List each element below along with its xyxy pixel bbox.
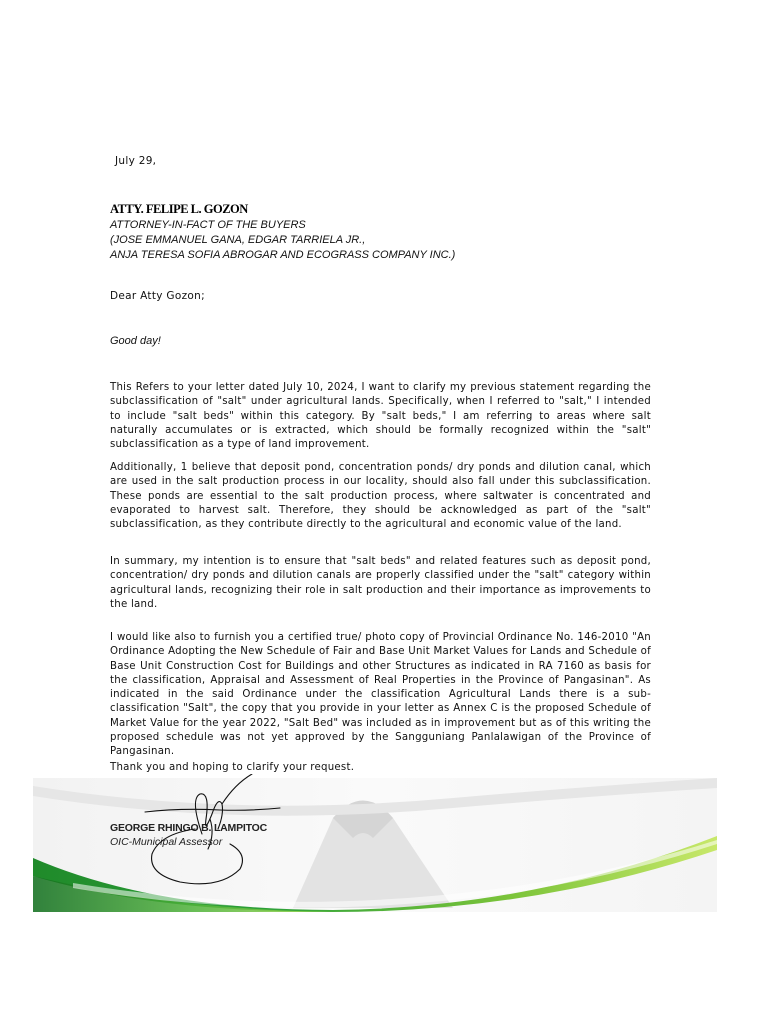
- closing-line: Thank you and hoping to clarify your request.: [110, 762, 355, 773]
- body-paragraph: In summary, my intention is to ensure that "salt beds" and related features such as deposit pond, concentration/ dry ponds and dilution canals are properly classified under the "salt" category within agricultural lands, recognizing their role in salt production and their importance as improvements to the land.: [110, 556, 651, 610]
- signatory-name: GEORGE RHINGO B. LAMPITOC: [110, 822, 267, 834]
- addressee-line: ANJA TERESA SOFIA ABROGAR AND ECOGRASS COMPANY INC.): [110, 249, 456, 261]
- body-paragraph: This Refers to your letter dated July 10, 2024, I want to clarify my previous statement regarding the subclassification of "salt" under agricultural lands. Specifically, when I referred to "salt," I intended to include "salt beds" within this category. By "salt beds," I am referring to areas where salt naturally accumulates or is extracted, which should be formally recognized within the "salt" subclassification as a type of land improvement.: [110, 382, 651, 451]
- addressee-line: (JOSE EMMANUEL GANA, EDGAR TARRIELA JR.,: [110, 234, 366, 246]
- greeting: Good day!: [110, 335, 161, 347]
- body-paragraph: I would like also to furnish you a certified true/ photo copy of Provincial Ordinance No. 146-2010 "An Ordinance Adopting the New Schedule of Fair and Base Unit Market Values for Lands and Schedule of Base Unit Construction Cost for Buildings and other Structures as indicated in RA 7160 as basis for the classification, Appraisal and Assessment of Real Properties in the Province of Pangasinan". As indicated in the said Ordinance under the classification Agricultural Lands there is a sub-classification "Salt", the copy that you provide in your letter as Annex C is the proposed Schedule of Market Value for the year 2022, "Salt Bed" was included as in improvement but as of this writing the proposed schedule was not yet approved by the Sangguniang Panlalawigan of the Province of Pangasinan.: [110, 632, 651, 758]
- addressee-line: ATTORNEY-IN-FACT OF THE BUYERS: [110, 219, 306, 231]
- addressee-block: [110, 202, 455, 263]
- letter-date: July 29,: [115, 155, 157, 167]
- addressee-name: ATTY. FELIPE L. GOZON: [110, 202, 248, 216]
- handwritten-signature: [140, 774, 300, 889]
- body-paragraph: Additionally, 1 believe that deposit pond, concentration ponds/ dry ponds and dilution canal, which are used in the salt production process in our locality, should also fall under this subclassification. These ponds are essential to the salt production process, where saltwater is concentrated and evaporated to harvest salt. Therefore, they should be acknowledged as part of the "salt" subclassification, as they contribute directly to the agricultural and economic value of the land.: [110, 462, 651, 531]
- salutation: Dear Atty Gozon;: [110, 290, 205, 302]
- signatory-title: OIC-Municipal Assessor: [110, 836, 223, 848]
